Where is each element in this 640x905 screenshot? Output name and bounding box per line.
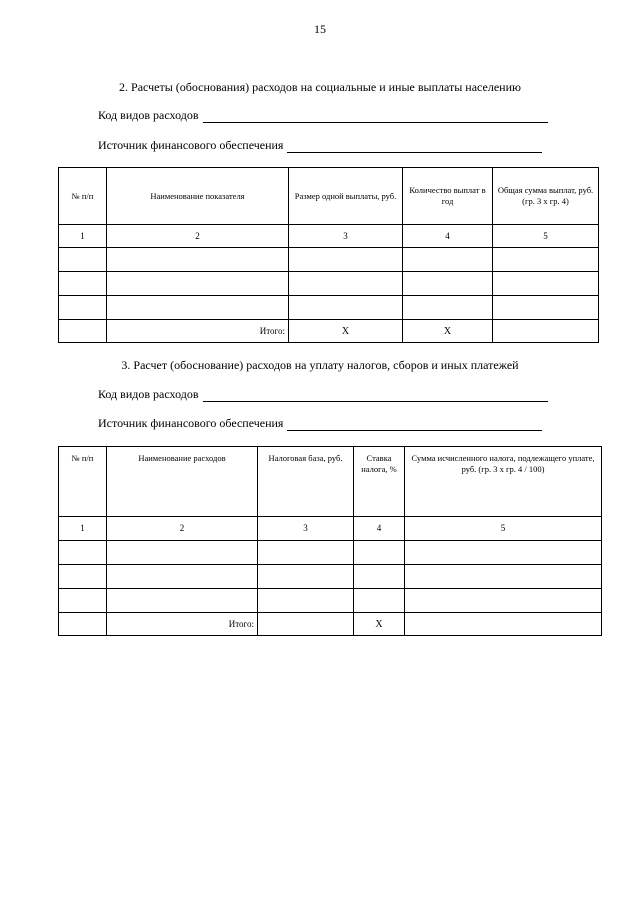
header-cell: Наименование показателя	[107, 168, 289, 225]
social-payments-table	[58, 167, 599, 343]
table-row	[59, 541, 602, 565]
column-number: 5	[405, 517, 602, 541]
column-number: 1	[59, 225, 107, 248]
table-cell[interactable]	[493, 248, 599, 272]
section2-source-label: Источник финансового обеспечения	[98, 138, 284, 152]
table-row	[59, 272, 599, 296]
table-cell[interactable]	[354, 589, 405, 613]
header-cell: Общая сумма выплат, руб. (гр. 3 х гр. 4)	[493, 168, 599, 225]
column-number-row	[59, 225, 599, 248]
table-cell[interactable]	[405, 565, 602, 589]
section2-source-field	[98, 138, 542, 153]
table-cell[interactable]	[289, 296, 403, 320]
column-number: 2	[107, 517, 258, 541]
section2-code-label: Код видов расходов	[98, 108, 199, 122]
table-cell[interactable]	[403, 296, 493, 320]
table-cell[interactable]	[354, 541, 405, 565]
total-label: Итого:	[107, 613, 258, 636]
header-cell: Размер одной выплаты, руб.	[289, 168, 403, 225]
header-cell: Наименование расходов	[107, 447, 258, 517]
table-cell[interactable]	[59, 248, 107, 272]
header-cell: № п/п	[59, 168, 107, 225]
table-cell[interactable]	[107, 565, 258, 589]
header-cell: Ставка налога, %	[354, 447, 405, 517]
header-cell: Налоговая база, руб.	[258, 447, 354, 517]
table-cell[interactable]	[107, 589, 258, 613]
table-cell[interactable]	[59, 272, 107, 296]
table-cell[interactable]	[493, 296, 599, 320]
taxes-table	[58, 446, 602, 636]
table-cell[interactable]	[107, 248, 289, 272]
total-row	[59, 320, 599, 343]
total-x-mark: Х	[354, 613, 405, 636]
column-number: 2	[107, 225, 289, 248]
column-number: 1	[59, 517, 107, 541]
section3-source-field	[98, 416, 542, 431]
section2-source-line[interactable]	[287, 140, 542, 153]
table-cell[interactable]	[107, 541, 258, 565]
header-cell: Количество выплат в год	[403, 168, 493, 225]
total-label: Итого:	[107, 320, 289, 343]
table-cell[interactable]	[289, 272, 403, 296]
table-row	[59, 296, 599, 320]
section3-title: 3. Расчет (обоснование) расходов на уплату налогов, сборов и иных платежей	[121, 358, 519, 372]
table-header-row	[59, 447, 602, 517]
table-cell[interactable]	[59, 589, 107, 613]
table-cell[interactable]	[405, 541, 602, 565]
table-cell[interactable]	[107, 272, 289, 296]
section2-code-line[interactable]	[203, 110, 548, 123]
column-number: 3	[289, 225, 403, 248]
column-number: 4	[354, 517, 405, 541]
table-cell[interactable]	[289, 248, 403, 272]
section3-source-label: Источник финансового обеспечения	[98, 416, 284, 430]
section3-source-line[interactable]	[287, 418, 542, 431]
total-base-cell[interactable]	[258, 613, 354, 636]
page-number: 15	[314, 22, 326, 36]
table-cell[interactable]	[59, 541, 107, 565]
column-number: 4	[403, 225, 493, 248]
total-x-mark: Х	[289, 320, 403, 343]
table-cell[interactable]	[405, 589, 602, 613]
table-cell[interactable]	[354, 565, 405, 589]
column-number-row	[59, 517, 602, 541]
header-cell: № п/п	[59, 447, 107, 517]
total-sum-cell[interactable]	[405, 613, 602, 636]
table-cell	[59, 320, 107, 343]
column-number: 5	[493, 225, 599, 248]
table-cell[interactable]	[59, 296, 107, 320]
section3-code-field	[98, 387, 548, 402]
total-x-mark: Х	[403, 320, 493, 343]
table-cell[interactable]	[59, 565, 107, 589]
table-cell[interactable]	[403, 248, 493, 272]
section3-code-label: Код видов расходов	[98, 387, 199, 401]
table-row	[59, 565, 602, 589]
header-cell: Сумма исчисленного налога, подлежащего уплате, руб. (гр. 3 х гр. 4 / 100)	[405, 447, 602, 517]
table-header-row	[59, 168, 599, 225]
section2-code-field	[98, 108, 548, 123]
table-cell	[59, 613, 107, 636]
total-row	[59, 613, 602, 636]
total-sum-cell[interactable]	[493, 320, 599, 343]
table-cell[interactable]	[403, 272, 493, 296]
table-cell[interactable]	[258, 541, 354, 565]
table-cell[interactable]	[258, 565, 354, 589]
table-cell[interactable]	[107, 296, 289, 320]
table-cell[interactable]	[258, 589, 354, 613]
table-cell[interactable]	[493, 272, 599, 296]
section2-title: 2. Расчеты (обоснования) расходов на социальные и иные выплаты населению	[119, 80, 521, 94]
table-row	[59, 589, 602, 613]
table-row	[59, 248, 599, 272]
section3-code-line[interactable]	[203, 389, 548, 402]
column-number: 3	[258, 517, 354, 541]
